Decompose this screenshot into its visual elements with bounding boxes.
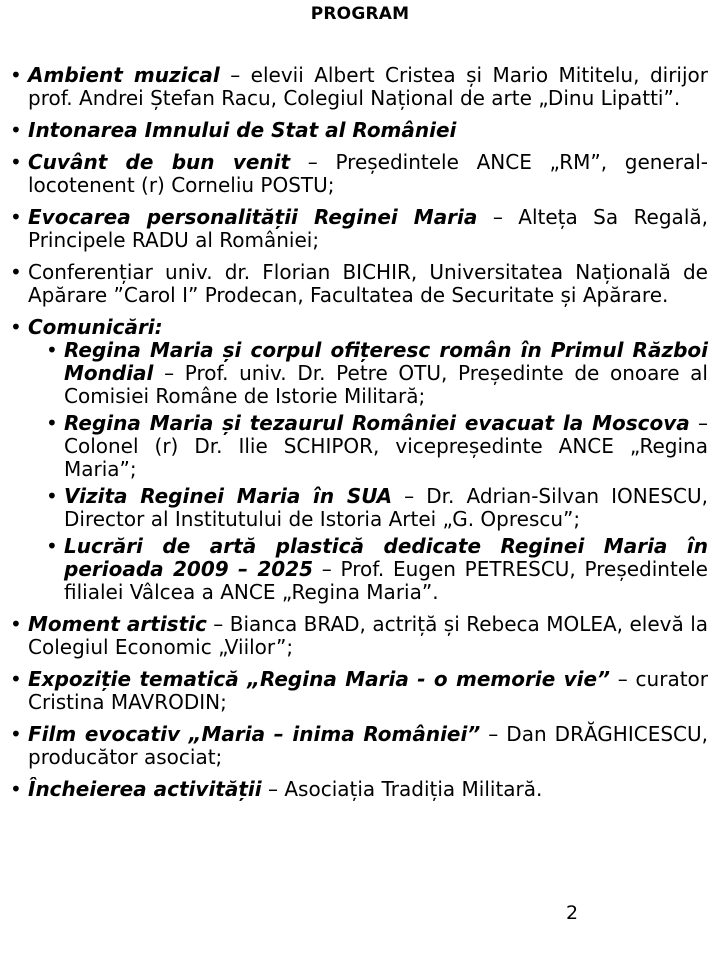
list-item-evocarea <box>10 206 708 252</box>
list-item-moment-artistic <box>10 613 708 659</box>
item-heading: Intonarea Imnului de Stat al României <box>28 118 457 142</box>
list-item-ambient-muzical <box>10 64 708 110</box>
item-text: – Președintele ANCE „RM”, general-locotenent (r) Corneliu POSTU; <box>28 150 708 197</box>
item-heading: Expoziție tematică „Regina Maria - o memorie vie” <box>28 667 610 691</box>
item-text: – Dan DRĂGHICESCU, producător asociat; <box>28 722 708 769</box>
item-heading: Evocarea personalității Reginei Maria <box>28 205 478 229</box>
list-item-cuvant-de-bun-venit <box>10 151 708 197</box>
item-text: – Alteța Sa Regală, Principele RADU al României; <box>28 205 708 252</box>
item-heading: Film evocativ „Maria – inima României” <box>28 722 481 746</box>
list-item-intonarea-imnului <box>10 119 708 142</box>
page-title: PROGRAM <box>310 4 410 24</box>
item-heading: Moment artistic <box>28 612 207 636</box>
item-heading: Ambient muzical <box>28 63 220 87</box>
item-heading: Comunicări: <box>28 315 163 339</box>
program-list <box>10 64 708 801</box>
list-item-conferentiar <box>10 261 708 307</box>
list-item-incheierea <box>10 778 708 801</box>
item-text: – curator Cristina MAVRODIN; <box>28 667 708 714</box>
sub-item-vizita-sua <box>46 485 708 531</box>
sub-item-lucrari-de-arta <box>46 535 708 604</box>
sub-item-heading: Lucrări de artă plastică dedicate Reginei Maria în perioada 2009 – 2025 <box>64 534 708 581</box>
sub-item-heading: Regina Maria și corpul ofițeresc român în Primul Război Mondial <box>64 338 708 385</box>
sub-item-text: – Prof. Eugen PETRESCU, Președintele filialei Vâlcea a ANCE „Regina Maria”. <box>64 557 708 604</box>
item-heading: Cuvânt de bun venit <box>28 150 291 174</box>
sub-item-heading: Vizita Reginei Maria în SUA <box>64 484 393 508</box>
list-item-expozitie <box>10 668 708 714</box>
sub-item-corpul-ofiteresc <box>46 339 708 408</box>
list-item-comunicari <box>10 316 708 339</box>
list-item-film-evocativ <box>10 723 708 769</box>
item-text: – Bianca BRAD, actriță și Rebeca MOLEA, elevă la Colegiul Economic „Viilor”; <box>28 612 709 659</box>
item-text: – Asociația Tradiția Militară. <box>261 777 543 801</box>
item-text: Conferențiar univ. dr. Florian BICHIR, Universitatea Națională de Apărare ”Carol I” Prodecan, Facultatea de Securitate și Apărare. <box>28 260 708 307</box>
item-text: – elevii Albert Cristea și Mario Mititelu, dirijor prof. Andrei Ștefan Racu, Colegiul Național de arte „Dinu Lipatti”. <box>28 63 708 110</box>
sub-item-text: – Dr. Adrian-Silvan IONESCU, Director al Institutului de Istoria Artei „G. Oprescu”; <box>64 484 708 531</box>
item-heading: Încheierea activității <box>28 777 262 801</box>
sub-item-heading: Regina Maria și tezaurul României evacuat la Moscova <box>64 411 690 435</box>
sub-item-tezaurul <box>46 412 708 481</box>
sub-item-text: – Colonel (r) Dr. Ilie SCHIPOR, vicepreședinte ANCE „Regina Maria”; <box>64 411 709 481</box>
sub-item-text: – Prof. univ. Dr. Petre OTU, Președinte de onoare al Comisiei Române de Istorie Militară; <box>64 361 708 408</box>
page-number: 2 <box>566 902 579 924</box>
